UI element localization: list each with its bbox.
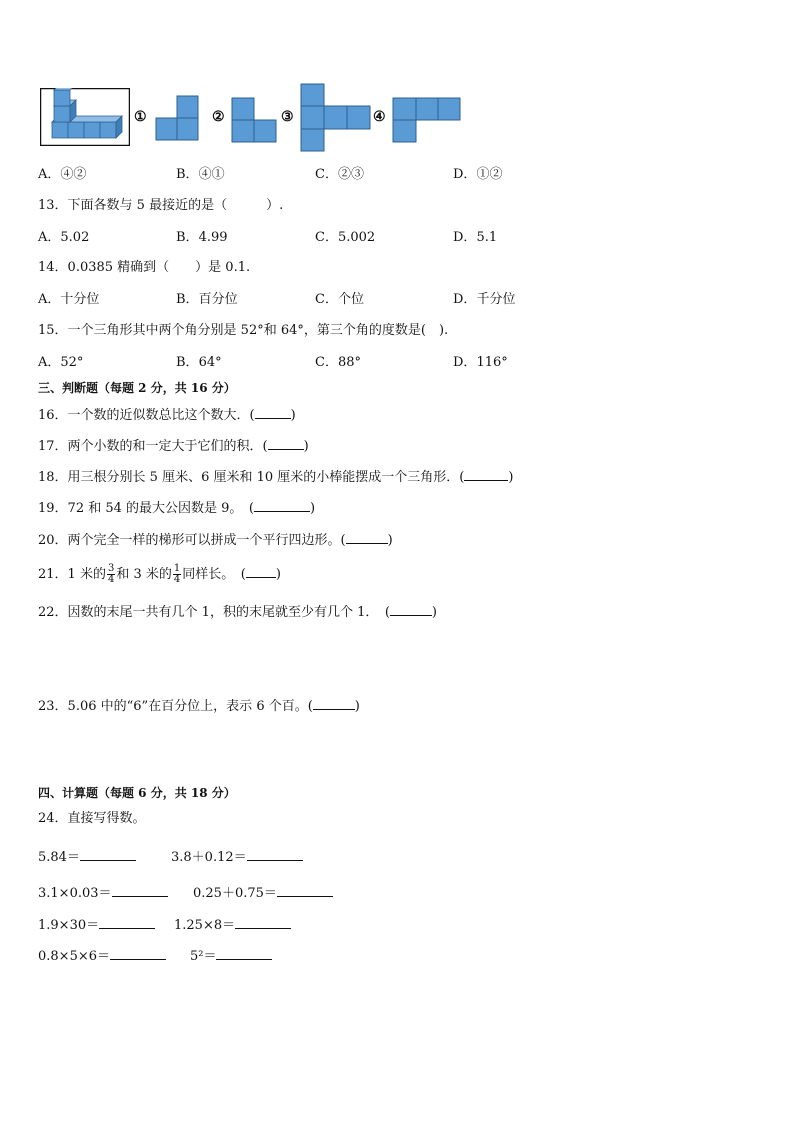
q21: 21．1 米的 $\frac{3}{4}$ 和 3 米的 $\frac{1}{4}$ 同样长。 ( ): [38, 563, 281, 585]
answer-blank[interactable]: [246, 564, 276, 578]
answer-blank[interactable]: [112, 883, 168, 897]
solid-figure: [40, 88, 130, 146]
section-3-title: 三、判断题（每题 2 分，共 16 分）: [38, 381, 236, 395]
answer-blank[interactable]: [216, 946, 272, 960]
q13-option-c[interactable]: C．5.002: [315, 230, 376, 245]
q12-option-a[interactable]: A．④②: [38, 167, 87, 182]
fraction-1-4: $\frac{1}{4}$: [173, 563, 181, 585]
calc-item: 3.8＋0.12＝: [171, 847, 303, 867]
q15-option-b[interactable]: B．64°: [176, 355, 222, 370]
answer-blank[interactable]: [235, 915, 291, 929]
q23: 23．5.06 中的“6”在百分位上，表示 6 个百。( ): [38, 696, 360, 716]
q14-option-c[interactable]: C．个位: [315, 292, 364, 307]
view-2: [231, 97, 277, 143]
q15-option-a[interactable]: A．52°: [38, 355, 84, 370]
figure-label-3: ③: [281, 109, 294, 125]
q12-option-c[interactable]: C．②③: [315, 167, 364, 182]
q14-option-b[interactable]: B．百分位: [176, 292, 238, 307]
section-4-title: 四、计算题（每题 6 分，共 18 分）: [38, 786, 236, 800]
calc-item: 5.84＝: [38, 847, 136, 867]
calc-item: 0.8×5×6＝: [38, 946, 166, 966]
q13-option-b[interactable]: B．4.99: [176, 230, 228, 245]
q22: 22．因数的末尾一共有几个 1，积的末尾就至少有几个 1． ( ): [38, 602, 437, 622]
q12-option-d[interactable]: D．①②: [453, 167, 503, 182]
view-1: [155, 95, 199, 141]
q16: 16．一个数的近似数总比这个数大．( ): [38, 405, 296, 425]
answer-blank[interactable]: [313, 696, 355, 710]
answer-blank[interactable]: [390, 602, 432, 616]
q18: 18．用三根分别长 5 厘米、6 厘米和 10 厘米的小棒能摆成一个三角形．( ): [38, 467, 513, 487]
view-4: [392, 97, 462, 143]
q13-stem: 13．下面各数与 5 最接近的是（ ）.: [38, 198, 284, 213]
q15-option-d[interactable]: D．116°: [453, 355, 508, 370]
answer-blank[interactable]: [255, 405, 291, 419]
calc-item: 0.25＋0.75＝: [193, 883, 333, 903]
q19: 19．72 和 54 的最大公因数是 9。 ( ): [38, 498, 315, 518]
calc-item: 3.1×0.03＝: [38, 883, 168, 903]
fraction-3-4: $\frac{3}{4}$: [107, 563, 115, 585]
answer-blank[interactable]: [464, 467, 508, 481]
answer-blank[interactable]: [80, 847, 136, 861]
view-3: [300, 83, 372, 153]
answer-blank[interactable]: [110, 946, 166, 960]
figure-label-2: ②: [212, 109, 225, 125]
answer-blank[interactable]: [346, 530, 388, 544]
q13-option-d[interactable]: D．5.1: [453, 230, 498, 245]
q14-stem: 14．0.0385 精确到（ ）是 0.1.: [38, 260, 251, 275]
calc-item: 1.25×8＝: [174, 915, 291, 935]
q20: 20．两个完全一样的梯形可以拼成一个平行四边形。( ): [38, 530, 393, 550]
answer-blank[interactable]: [268, 436, 304, 450]
q14-option-d[interactable]: D．千分位: [453, 292, 516, 307]
q17: 17．两个小数的和一定大于它们的积．( ): [38, 436, 309, 456]
calc-item: 5²＝: [190, 946, 272, 966]
answer-blank[interactable]: [99, 915, 155, 929]
q15-option-c[interactable]: C．88°: [315, 355, 361, 370]
q13-option-a[interactable]: A．5.02: [38, 230, 90, 245]
calc-item: 1.9×30＝: [38, 915, 155, 935]
q12-option-b[interactable]: B．④①: [176, 167, 225, 182]
answer-blank[interactable]: [254, 498, 310, 512]
answer-blank[interactable]: [247, 847, 303, 861]
q14-option-a[interactable]: A．十分位: [38, 292, 100, 307]
figure-label-4: ④: [373, 109, 386, 125]
q15-stem: 15．一个三角形其中两个角分别是 52°和 64°，第三个角的度数是( ).: [38, 323, 449, 338]
figure-label-1: ①: [134, 109, 147, 125]
answer-blank[interactable]: [277, 883, 333, 897]
q24-stem: 24．直接写得数。: [38, 811, 146, 826]
